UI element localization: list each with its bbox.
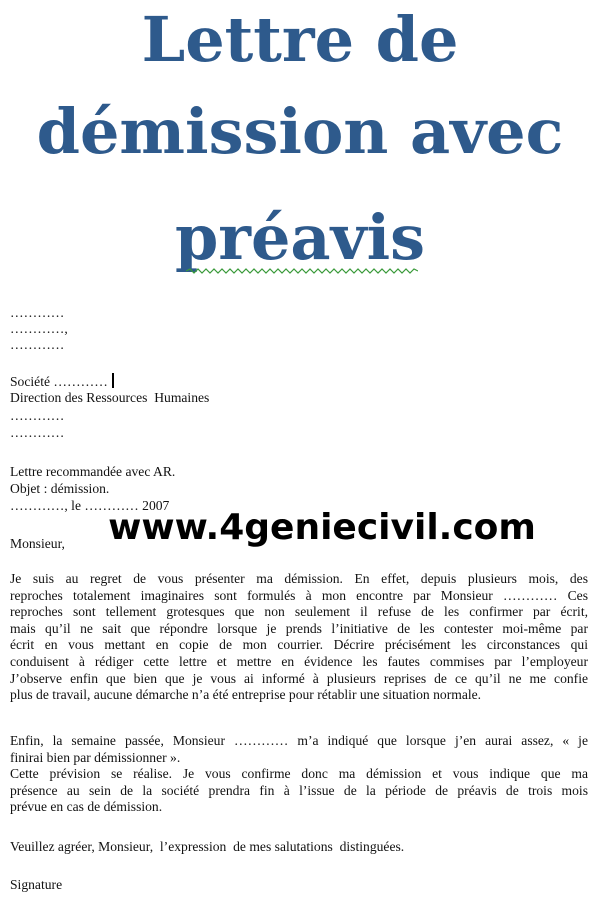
text-cursor-icon (112, 373, 114, 388)
sender-line-1: ………… (10, 305, 65, 320)
title-line-3: préavis (174, 201, 426, 274)
registered-mail-line: Lettre recommandée avec AR. (10, 464, 176, 479)
date-line: …………, le ………… 2007 (10, 498, 170, 513)
paragraph-1-line: plus de travail, aucune démarche n’a été entreprise pour rétablir une situation normale. (10, 687, 482, 703)
paragraph-1-line: J’observe enfin que bien que je vous ai informé à plusieurs reprises de ce qu’il ne me confie (10, 670, 588, 686)
recipient-line-4: ………… (10, 425, 65, 440)
paragraph-1-line: reproches sont tellement grotesques que non seulement il refuse de les confirmer par écrit, (10, 604, 588, 620)
paragraph-2 (10, 733, 588, 816)
paragraph-2-line: finirai bien par démissionner ». (10, 749, 181, 765)
salutation: Monsieur, (10, 536, 65, 551)
title-line-1: Lettre de (141, 3, 459, 76)
paragraph-1-line: reproches totalement imaginaires sont formulés à mon encontre par Monsieur ………… Ces (10, 587, 588, 603)
paragraph-1 (10, 571, 588, 704)
recipient-department: Direction des Ressources Humaines (10, 390, 210, 405)
recipient-company-text: Société ………… (10, 374, 108, 389)
paragraph-1-line: Je suis au regret de vous présenter ma démission. En effet, depuis plusieurs mois, des (10, 571, 588, 586)
website-watermark: www.4geniecivil.com (108, 507, 536, 548)
recipient-company (10, 373, 114, 391)
paragraph-2-line: présence au sein de la société prendra fin à l’issue de la période de préavis de trois mois (10, 782, 588, 798)
sender-line-3: ………… (10, 337, 65, 352)
signature-label: Signature (10, 877, 63, 892)
spellcheck-squiggle-icon (186, 268, 418, 274)
paragraph-1-line: conduisent à rédiger cette lettre et mettre en évidence les fautes commises par l’employeur (10, 653, 588, 669)
subject-line: Objet : démission. (10, 481, 110, 496)
paragraph-2-line: Enfin, la semaine passée, Monsieur ………… m’a indiqué que lorsque j’en aurai assez, « je (10, 733, 588, 748)
title-line-2: démission avec (36, 95, 564, 168)
paragraph-1-line: mais qu’il ne sait que répondre lorsque je prends l’initiative de les contester moi-même par (10, 620, 588, 636)
sender-line-2: …………, (10, 321, 68, 336)
paragraph-2-line: Cette prévision se réalise. Je vous confirme donc ma démission et vous indique que ma (10, 766, 588, 782)
closing-formula: Veuillez agréer, Monsieur, l’expression de mes salutations distinguées. (10, 839, 405, 854)
paragraph-1-line: écrit en vous mettant en copie de mon courrier. Décrire précisément les circonstances qui (10, 637, 588, 653)
paragraph-2-line: prévue en cas de démission. (10, 799, 163, 815)
recipient-line-3: ………… (10, 408, 65, 423)
